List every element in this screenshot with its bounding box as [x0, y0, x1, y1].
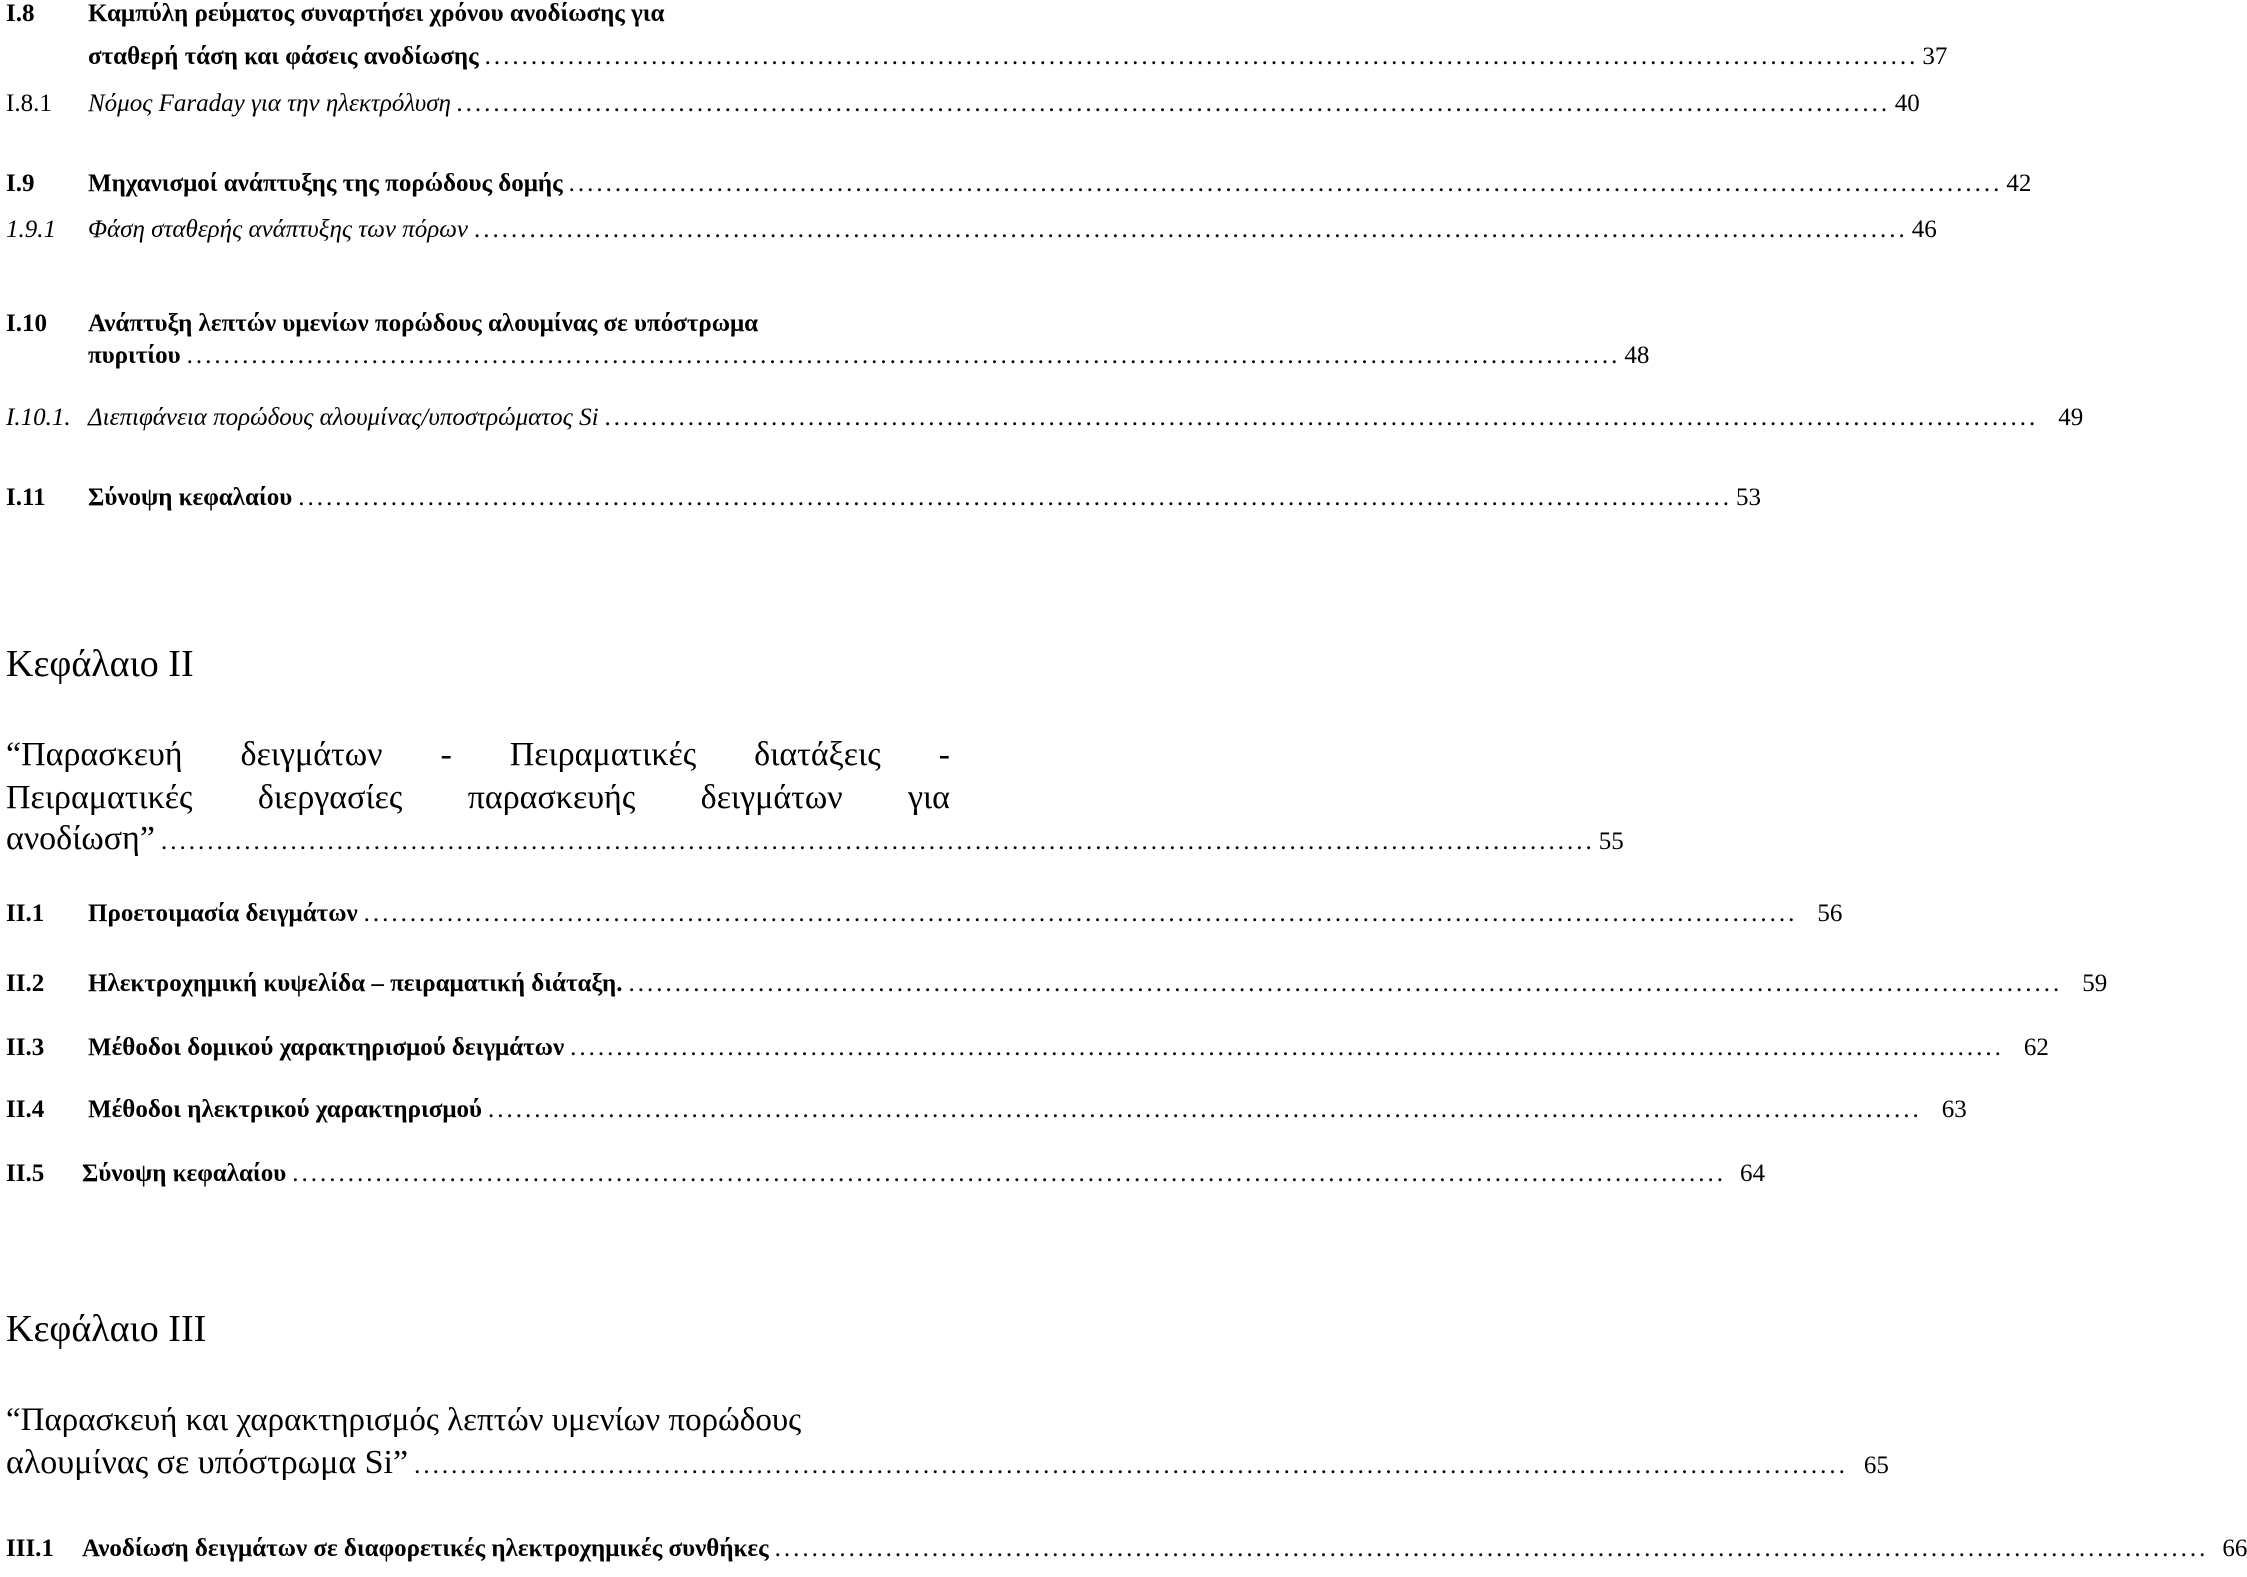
toc-entry-ii1[interactable]: [6, 900, 1843, 928]
toc-entry-ii3[interactable]: [6, 1034, 2049, 1062]
page-number: 56: [1817, 900, 1843, 927]
chapter-title-word: για: [907, 779, 950, 816]
entry-title: Μέθοδοι δομικού χαρακτηρισμού δειγμάτων: [88, 1034, 565, 1061]
chapter-title-text: ανοδίωση”: [6, 820, 155, 857]
page-number: 62: [2023, 1034, 2049, 1061]
dot-leader: ...........................................................................................................................................................: [456, 90, 1891, 117]
page-number: 42: [2006, 170, 2032, 197]
entry-title: Μέθοδοι ηλεκτρικού χαρακτηρισμού: [88, 1096, 482, 1123]
page-number: 55: [1598, 828, 1624, 855]
entry-number: I.11: [6, 484, 46, 511]
page-number: 66: [2222, 1535, 2247, 1562]
entry-title: Καμπύλη ρεύματος συναρτήσει χρόνου ανοδίωσης για: [88, 0, 665, 27]
entry-title: Ανάπτυξη λεπτών υμενίων πορώδους αλουμίνας σε υπόστρωμα: [88, 310, 759, 337]
dot-leader: ...........................................................................................................................................................: [414, 1452, 1848, 1479]
entry-number: II.1: [6, 900, 45, 927]
entry-number: II.4: [6, 1096, 45, 1123]
dot-leader: ...........................................................................................................................................................: [292, 1160, 1726, 1187]
chapter-title-word: -: [938, 736, 950, 773]
chapter-title-line2[interactable]: [6, 1444, 1889, 1482]
dot-leader: ...........................................................................................................................................................: [570, 1034, 2004, 1061]
chapter-title-line2: [6, 779, 950, 817]
toc-entry-iii1[interactable]: [6, 1535, 2247, 1563]
entry-number: I.8.1: [6, 90, 52, 117]
chapter-heading: Κεφάλαιο II: [6, 643, 194, 685]
chapter-title-line1: [6, 736, 950, 774]
entry-title: Ηλεκτροχημική κυψελίδα – πειραματική διάταξη.: [88, 970, 623, 997]
toc-entry-i10-line2[interactable]: [88, 342, 1650, 370]
entry-number: 1.9.1: [6, 216, 56, 243]
page-number: 65: [1863, 1452, 1889, 1479]
toc-entry-i81[interactable]: [6, 90, 1920, 118]
entry-title: Σύνοψη κεφαλαίου: [82, 1160, 287, 1187]
entry-number: II.5: [6, 1160, 45, 1187]
page-number: 40: [1894, 90, 1920, 117]
toc-entry-191[interactable]: [6, 216, 1937, 244]
toc-entry-i10-line1: [6, 310, 944, 338]
entry-number: I.10: [6, 310, 47, 337]
toc-entry-i101[interactable]: [6, 404, 2084, 432]
dot-leader: ...........................................................................................................................................................: [604, 404, 2039, 431]
entry-number: I.8: [6, 0, 35, 27]
toc-entry-ii4[interactable]: [6, 1096, 1967, 1124]
entry-number: II.2: [6, 970, 45, 997]
entry-title: Μηχανισμοί ανάπτυξης της πορώδους δομής: [88, 170, 563, 197]
chapter-title-line3[interactable]: [6, 820, 1624, 858]
chapter-title-word: διεργασίες: [257, 779, 403, 816]
entry-number: II.3: [6, 1034, 45, 1061]
page-number: 49: [2058, 404, 2084, 431]
entry-title: πυριτίου: [88, 342, 181, 369]
chapter-title-word: δειγμάτων: [700, 779, 843, 816]
entry-number: I.9: [6, 170, 35, 197]
entry-number: III.1: [6, 1535, 54, 1562]
chapter-title-word: “Παρασκευή: [6, 736, 183, 773]
chapter-title-word: Πειραματικές: [6, 779, 193, 816]
toc-entry-ii2[interactable]: [6, 970, 2108, 998]
page-number: 59: [2082, 970, 2108, 997]
toc-entry-i11[interactable]: [6, 484, 1761, 512]
dot-leader: ...........................................................................................................................................................: [628, 970, 2063, 997]
dot-leader: ...........................................................................................................................................................: [484, 43, 1919, 70]
entry-title: Φάση σταθερής ανάπτυξης των πόρων: [88, 216, 468, 243]
entry-number: I.10.1.: [6, 404, 71, 431]
chapter-title-line1: “Παρασκευή και χαρακτηρισμός λεπτών υμενίων πορώδους: [6, 1402, 802, 1438]
page-number: 63: [1941, 1096, 1967, 1123]
dot-leader: ...........................................................................................................................................................: [160, 828, 1595, 855]
entry-title: Νόμος Faraday για την ηλεκτρόλυση: [88, 90, 451, 117]
chapter-title-word: δειγμάτων: [240, 736, 383, 773]
entry-title: Διεπιφάνεια πορώδους αλουμίνας/υποστρώματος Si: [88, 404, 599, 431]
entry-title: Προετοιμασία δειγμάτων: [88, 900, 358, 927]
entry-title: Σύνοψη κεφαλαίου: [88, 484, 293, 511]
chapter-title-text: αλουμίνας σε υπόστρωμα Si”: [6, 1444, 409, 1481]
chapter-title-word: παρασκευής: [467, 779, 636, 816]
toc-entry-i9[interactable]: [6, 170, 2032, 198]
chapter-heading: Κεφάλαιο III: [6, 1308, 207, 1350]
page-number: 64: [1739, 1160, 1765, 1187]
dot-leader: ...........................................................................................................................................................: [298, 484, 1732, 511]
entry-title: σταθερή τάση και φάσεις ανοδίωσης: [88, 43, 479, 70]
page-number: 37: [1922, 43, 1948, 70]
dot-leader: ...........................................................................................................................................................: [774, 1535, 2209, 1562]
page-number: 48: [1624, 342, 1650, 369]
dot-leader: ...........................................................................................................................................................: [363, 900, 1798, 927]
entry-title: Ανοδίωση δειγμάτων σε διαφορετικές ηλεκτροχημικές συνθήκες: [82, 1535, 769, 1562]
page-number: 53: [1735, 484, 1761, 511]
chapter-title-word: διατάξεις: [754, 736, 881, 773]
dot-leader: ...........................................................................................................................................................: [487, 1096, 1922, 1123]
toc-entry-i8-line2[interactable]: [88, 43, 1948, 71]
dot-leader: ...........................................................................................................................................................: [473, 216, 1908, 243]
dot-leader: ...........................................................................................................................................................: [568, 170, 2003, 197]
dot-leader: ...........................................................................................................................................................: [186, 342, 1621, 369]
toc-entry-ii5[interactable]: [6, 1160, 1765, 1188]
page-number: 46: [1911, 216, 1937, 243]
chapter-title-word: Πειραματικές: [509, 736, 697, 773]
toc-entry-i8-line1: [6, 0, 950, 28]
chapter-title-word: -: [440, 736, 452, 773]
